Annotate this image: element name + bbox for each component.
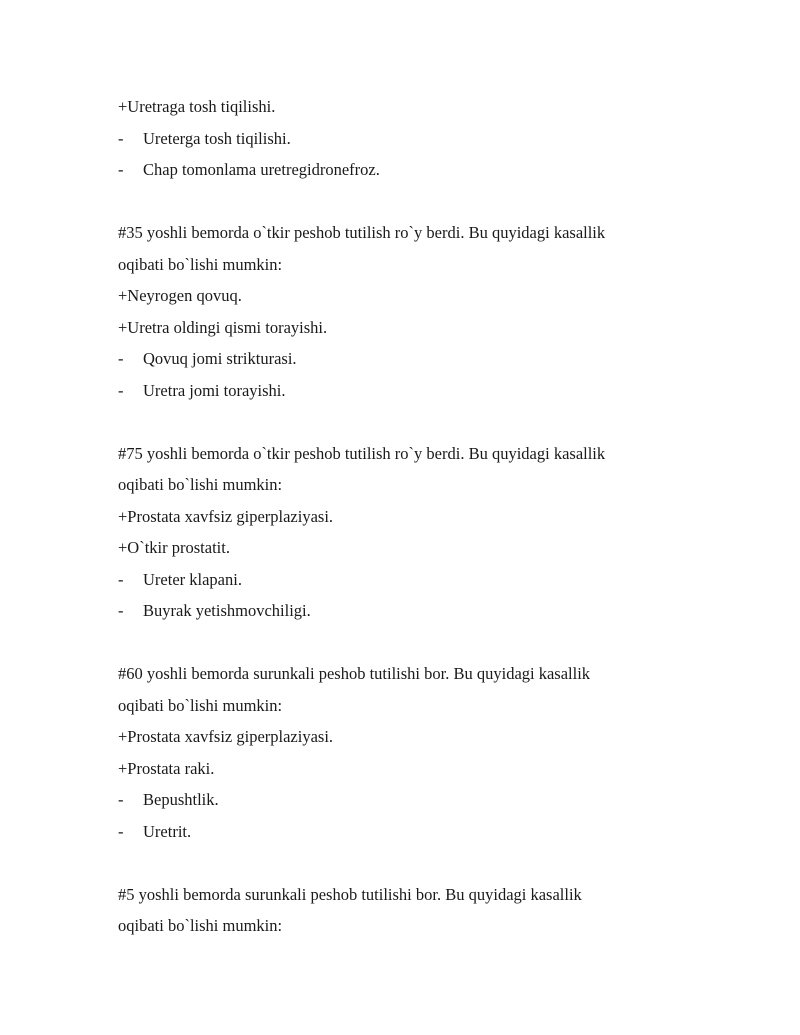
- distractor-text: Ureterga tosh tiqilishi.: [143, 128, 291, 148]
- distractor-text: Uretra jomi torayishi.: [143, 380, 286, 400]
- distractor-text: Qovuq jomi strikturasi.: [143, 349, 297, 368]
- document-content: [118, 91, 698, 942]
- blank-line: [118, 186, 698, 218]
- distractor-answer: [118, 375, 698, 407]
- distractor-answer: [118, 154, 698, 186]
- question-text: #60 yoshli bemorda surunkali peshob tutilishi bor. Bu quyidagi kasallik: [118, 664, 591, 683]
- correct-answer: +Prostata raki.: [118, 758, 215, 778]
- correct-answer: +Prostata xavfsiz giperplaziyasi.: [118, 727, 334, 746]
- dash-marker: -: [118, 160, 124, 179]
- distractor-answer: [118, 123, 698, 155]
- question-text: oqibati bo`lishi mumkin:: [118, 254, 283, 274]
- distractor-answer: [118, 343, 698, 375]
- correct-answer: +Uretra oldingi qismi torayishi.: [118, 317, 328, 337]
- question-text: #5 yoshli bemorda surunkali peshob tutilishi bor. Bu quyidagi kasallik: [118, 884, 582, 904]
- dash-marker: -: [118, 790, 124, 809]
- distractor-answer: [118, 816, 698, 848]
- distractor-answer: [118, 564, 698, 596]
- correct-answer: +Neyrogen qovuq.: [118, 286, 242, 305]
- distractor-text: Buyrak yetishmovchiligi.: [143, 601, 311, 620]
- question-text: #35 yoshli bemorda o`tkir peshob tutilish ro`y berdi. Bu quyidagi kasallik: [118, 223, 606, 242]
- dash-marker: -: [118, 569, 124, 589]
- distractor-answer: [118, 784, 698, 816]
- distractor-text: Chap tomonlama uretregidronefroz.: [143, 160, 380, 179]
- correct-answer: +Uretraga tosh tiqilishi.: [118, 97, 276, 116]
- dash-marker: -: [118, 821, 124, 841]
- distractor-text: Bepushtlik.: [143, 790, 219, 809]
- blank-line: [118, 847, 698, 879]
- question-text: oqibati bo`lishi mumkin:: [118, 695, 283, 715]
- blank-line: [118, 406, 698, 438]
- distractor-answer: [118, 595, 698, 627]
- dash-marker: -: [118, 349, 124, 368]
- dash-marker: -: [118, 601, 124, 620]
- distractor-text: Ureter klapani.: [143, 569, 242, 589]
- question-text: #75 yoshli bemorda o`tkir peshob tutilish ro`y berdi. Bu quyidagi kasallik: [118, 443, 606, 463]
- question-text: oqibati bo`lishi mumkin:: [118, 475, 283, 494]
- distractor-text: Uretrit.: [143, 821, 192, 841]
- blank-line: [118, 627, 698, 659]
- dash-marker: -: [118, 380, 124, 400]
- dash-marker: -: [118, 128, 124, 148]
- correct-answer: +Prostata xavfsiz giperplaziyasi.: [118, 506, 334, 526]
- correct-answer: +O`tkir prostatit.: [118, 538, 230, 557]
- question-text: oqibati bo`lishi mumkin:: [118, 916, 283, 935]
